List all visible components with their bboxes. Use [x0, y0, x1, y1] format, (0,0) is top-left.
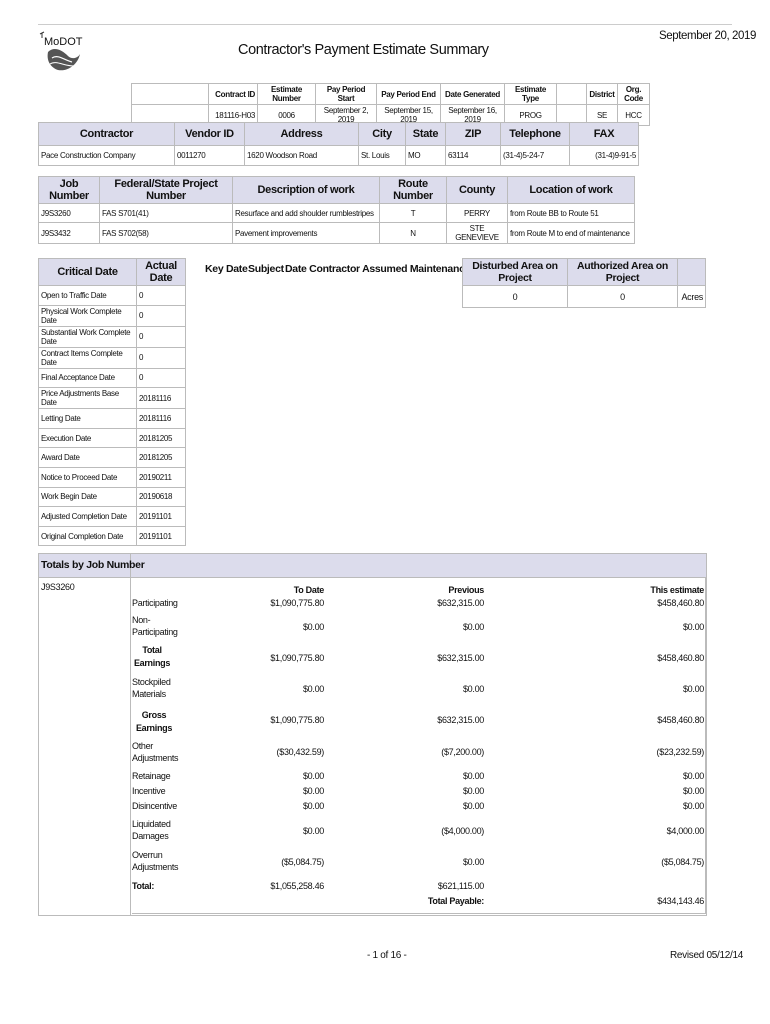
jobs-cell: from Route BB to Route 51 [508, 204, 635, 223]
jobs-cell: PERRY [447, 204, 508, 223]
totals-this-estimate: ($23,232.59) [656, 747, 704, 757]
critical-value: 20181116 [137, 409, 186, 429]
critical-value: 0 [137, 368, 186, 388]
contract-val: 181116-H03 [209, 105, 258, 126]
jobs-cell: Pavement improvements [233, 223, 380, 244]
contractor-hdr: City [359, 123, 406, 146]
critical-label: Final Acceptance Date [39, 368, 137, 388]
table-row [39, 204, 635, 223]
totals-previous: $0.00 [462, 684, 484, 694]
jobs-hdr: Federal/State Project Number [100, 177, 233, 204]
totals-label: Participating [132, 598, 178, 608]
totals-previous: $0.00 [462, 801, 484, 811]
totals-label: Non-Participating [132, 615, 178, 637]
area-value: 0 [568, 286, 678, 308]
totals-this-estimate: $0.00 [682, 771, 704, 781]
total-payable-label: Total Payable: [427, 896, 484, 906]
contractor-val: St. Louis [359, 146, 406, 166]
contract-val: 0006 [258, 105, 316, 126]
contract-blank [557, 84, 587, 105]
critical-value: 20191101 [137, 507, 186, 527]
totals-this-estimate: $4,000.00 [666, 826, 704, 836]
table-row [39, 326, 186, 347]
critical-hdr: Critical Date [39, 259, 137, 286]
critical-value: 20191101 [137, 526, 186, 546]
totals-label: Retainage [132, 771, 171, 781]
totals-job-number: J9S3260 [41, 582, 75, 592]
jobs-cell: FAS S702(58) [100, 223, 233, 244]
totals-previous: ($4,000.00) [441, 826, 484, 836]
report-date: September 20, 2019 [659, 30, 757, 42]
totals-previous: $0.00 [462, 857, 484, 867]
totals-label: Stockpiled Materials [132, 677, 171, 699]
totals-this-estimate: $458,460.80 [657, 715, 704, 725]
contractor-hdr: FAX [570, 123, 639, 146]
contract-val: September 16, 2019 [441, 105, 505, 126]
area-hdr: Authorized Area on Project [568, 259, 678, 286]
keydate-hdr: Date Contractor Assumed Maintenance [285, 263, 471, 275]
contract-info-table [131, 83, 650, 126]
contract-hdr: Contract ID [209, 84, 258, 105]
critical-value: 20181205 [137, 428, 186, 448]
jobs-cell: N [380, 223, 447, 244]
critical-value: 20181205 [137, 448, 186, 468]
totals-this-estimate: $458,460.80 [657, 598, 704, 608]
totals-label: Total: [132, 881, 155, 891]
contract-blank [132, 84, 209, 105]
contract-hdr: Date Generated [441, 84, 505, 105]
totals-to-date: $0.00 [302, 786, 324, 796]
totals-to-date: $1,090,775.80 [270, 715, 324, 725]
totals-previous: $0.00 [462, 622, 484, 632]
critical-label: Contract Items Complete Date [39, 347, 137, 368]
table-row [39, 286, 186, 306]
contractor-table [38, 122, 639, 166]
critical-label: Execution Date [39, 428, 137, 448]
totals-previous: $0.00 [462, 771, 484, 781]
jobs-cell: T [380, 204, 447, 223]
totals-label: Gross Earnings [135, 710, 173, 733]
critical-label: Open to Traffic Date [39, 286, 137, 306]
totals-label: Other Adjustments [132, 741, 179, 763]
contractor-val: (31-4)5-24-7 [501, 146, 570, 166]
table-row [39, 487, 186, 507]
totals-panel [38, 553, 707, 916]
contract-hdr: Estimate Type [505, 84, 557, 105]
table-row [39, 223, 635, 244]
critical-value: 0 [137, 305, 186, 326]
totals-this-estimate: ($5,084.75) [661, 857, 704, 867]
totals-this-estimate: $0.00 [682, 622, 704, 632]
critical-label: Adjusted Completion Date [39, 507, 137, 527]
totals-title: Totals by Job Number [41, 559, 145, 571]
jobs-cell: FAS S701(41) [100, 204, 233, 223]
totals-label: Incentive [132, 786, 166, 796]
critical-label: Substantial Work Complete Date [39, 326, 137, 347]
jobs-hdr: Route Number [380, 177, 447, 204]
totals-label: Liquidated Damages [132, 819, 171, 841]
contract-val: PROG [505, 105, 557, 126]
area-hdr: Disturbed Area on Project [463, 259, 568, 286]
contract-hdr: Estimate Number [258, 84, 316, 105]
critical-value: 0 [137, 286, 186, 306]
contractor-val: (31-4)9-91-5 [570, 146, 639, 166]
table-row [39, 428, 186, 448]
contractor-hdr: Contractor [39, 123, 175, 146]
revised-date: Revised 05/12/14 [670, 950, 744, 961]
totals-previous: $632,315.00 [437, 598, 484, 608]
contractor-hdr: ZIP [446, 123, 501, 146]
jobs-hdr: Description of work [233, 177, 380, 204]
contract-val: HCC [618, 105, 650, 126]
totals-previous: $632,315.00 [437, 653, 484, 663]
totals-label: Overrun Adjustments [132, 850, 179, 872]
contractor-val: 0011270 [175, 146, 245, 166]
contractor-hdr: Address [245, 123, 359, 146]
contract-val: SE [587, 105, 618, 126]
critical-label: Letting Date [39, 409, 137, 429]
contract-val: September 2, 2019 [316, 105, 377, 126]
keydate-hdr: Key Date [205, 263, 248, 275]
totals-label: Disincentive [132, 801, 177, 811]
totals-col-hdr: This estimate [650, 585, 704, 595]
totals-previous: ($7,200.00) [441, 747, 484, 757]
contractor-hdr: State [406, 123, 446, 146]
totals-to-date: ($5,084.75) [281, 857, 324, 867]
critical-value: 0 [137, 347, 186, 368]
critical-value: 20190211 [137, 467, 186, 487]
critical-label: Notice to Proceed Date [39, 467, 137, 487]
contract-hdr: Pay Period Start [316, 84, 377, 105]
page-number: - 1 of 16 - [367, 950, 407, 961]
table-row [39, 409, 186, 429]
totals-this-estimate: $0.00 [682, 684, 704, 694]
contractor-hdr: Telephone [501, 123, 570, 146]
totals-col-divider [130, 577, 131, 915]
totals-previous: $0.00 [462, 786, 484, 796]
total-payable-value: $434,143.46 [657, 896, 704, 906]
table-row [39, 507, 186, 527]
jobs-cell: J9S3260 [39, 204, 100, 223]
jobs-cell: Resurface and add shoulder rumblestripes [233, 204, 380, 223]
jobs-cell: STE GENEVIEVE [447, 223, 508, 244]
contractor-val: MO [406, 146, 446, 166]
jobs-cell: J9S3432 [39, 223, 100, 244]
contractor-val: Pace Construction Company [39, 146, 175, 166]
modot-logo [38, 30, 86, 82]
totals-previous: $632,315.00 [437, 715, 484, 725]
critical-hdr: Actual Date [137, 259, 186, 286]
totals-to-date: ($30,432.59) [276, 747, 324, 757]
top-rule [38, 24, 732, 25]
area-unit: Acres [678, 286, 706, 308]
critical-label: Work Begin Date [39, 487, 137, 507]
jobs-table [38, 176, 635, 244]
contract-hdr: District [587, 84, 618, 105]
contract-hdr: Pay Period End [377, 84, 441, 105]
jobs-cell: from Route M to end of maintenance [508, 223, 635, 244]
totals-this-estimate: $0.00 [682, 786, 704, 796]
contractor-hdr: Vendor ID [175, 123, 245, 146]
totals-this-estimate: $458,460.80 [657, 653, 704, 663]
critical-value: 20190618 [137, 487, 186, 507]
critical-label: Physical Work Complete Date [39, 305, 137, 326]
contractor-val: 63114 [446, 146, 501, 166]
jobs-hdr: Job Number [39, 177, 100, 204]
totals-to-date: $1,055,258.46 [270, 881, 324, 891]
totals-previous: $621,115.00 [437, 881, 484, 891]
totals-to-date: $0.00 [302, 801, 324, 811]
totals-to-date: $0.00 [302, 622, 324, 632]
keydate-hdr: Subject [248, 263, 284, 275]
area-blank [678, 259, 706, 286]
critical-label: Original Completion Date [39, 526, 137, 546]
area-value: 0 [463, 286, 568, 308]
table-row [39, 388, 186, 409]
totals-label: Total Earnings [133, 645, 171, 668]
contract-val: September 15, 2019 [377, 105, 441, 126]
critical-value: 20181116 [137, 388, 186, 409]
table-row [39, 347, 186, 368]
table-row [39, 305, 186, 326]
jobs-hdr: Location of work [508, 177, 635, 204]
area-table [462, 258, 706, 308]
critical-dates-table [38, 258, 186, 546]
jobs-hdr: County [447, 177, 508, 204]
totals-to-date: $0.00 [302, 826, 324, 836]
totals-to-date: $1,090,775.80 [270, 598, 324, 608]
contractor-val: 1620 Woodson Road [245, 146, 359, 166]
contract-hdr: Org. Code [618, 84, 650, 105]
table-row [39, 368, 186, 388]
table-row [39, 526, 186, 546]
critical-value: 0 [137, 326, 186, 347]
critical-label: Price Adjustments Base Date [39, 388, 137, 409]
totals-col-hdr: Previous [448, 585, 484, 595]
totals-to-date: $1,090,775.80 [270, 653, 324, 663]
page-title: Contractor's Payment Estimate Summary [238, 42, 489, 58]
totals-col-hdr: To Date [293, 585, 324, 595]
totals-to-date: $0.00 [302, 684, 324, 694]
table-row [39, 467, 186, 487]
table-row [39, 448, 186, 468]
totals-this-estimate: $0.00 [682, 801, 704, 811]
totals-to-date: $0.00 [302, 771, 324, 781]
critical-label: Award Date [39, 448, 137, 468]
logo-text: MoDOT [44, 36, 83, 48]
